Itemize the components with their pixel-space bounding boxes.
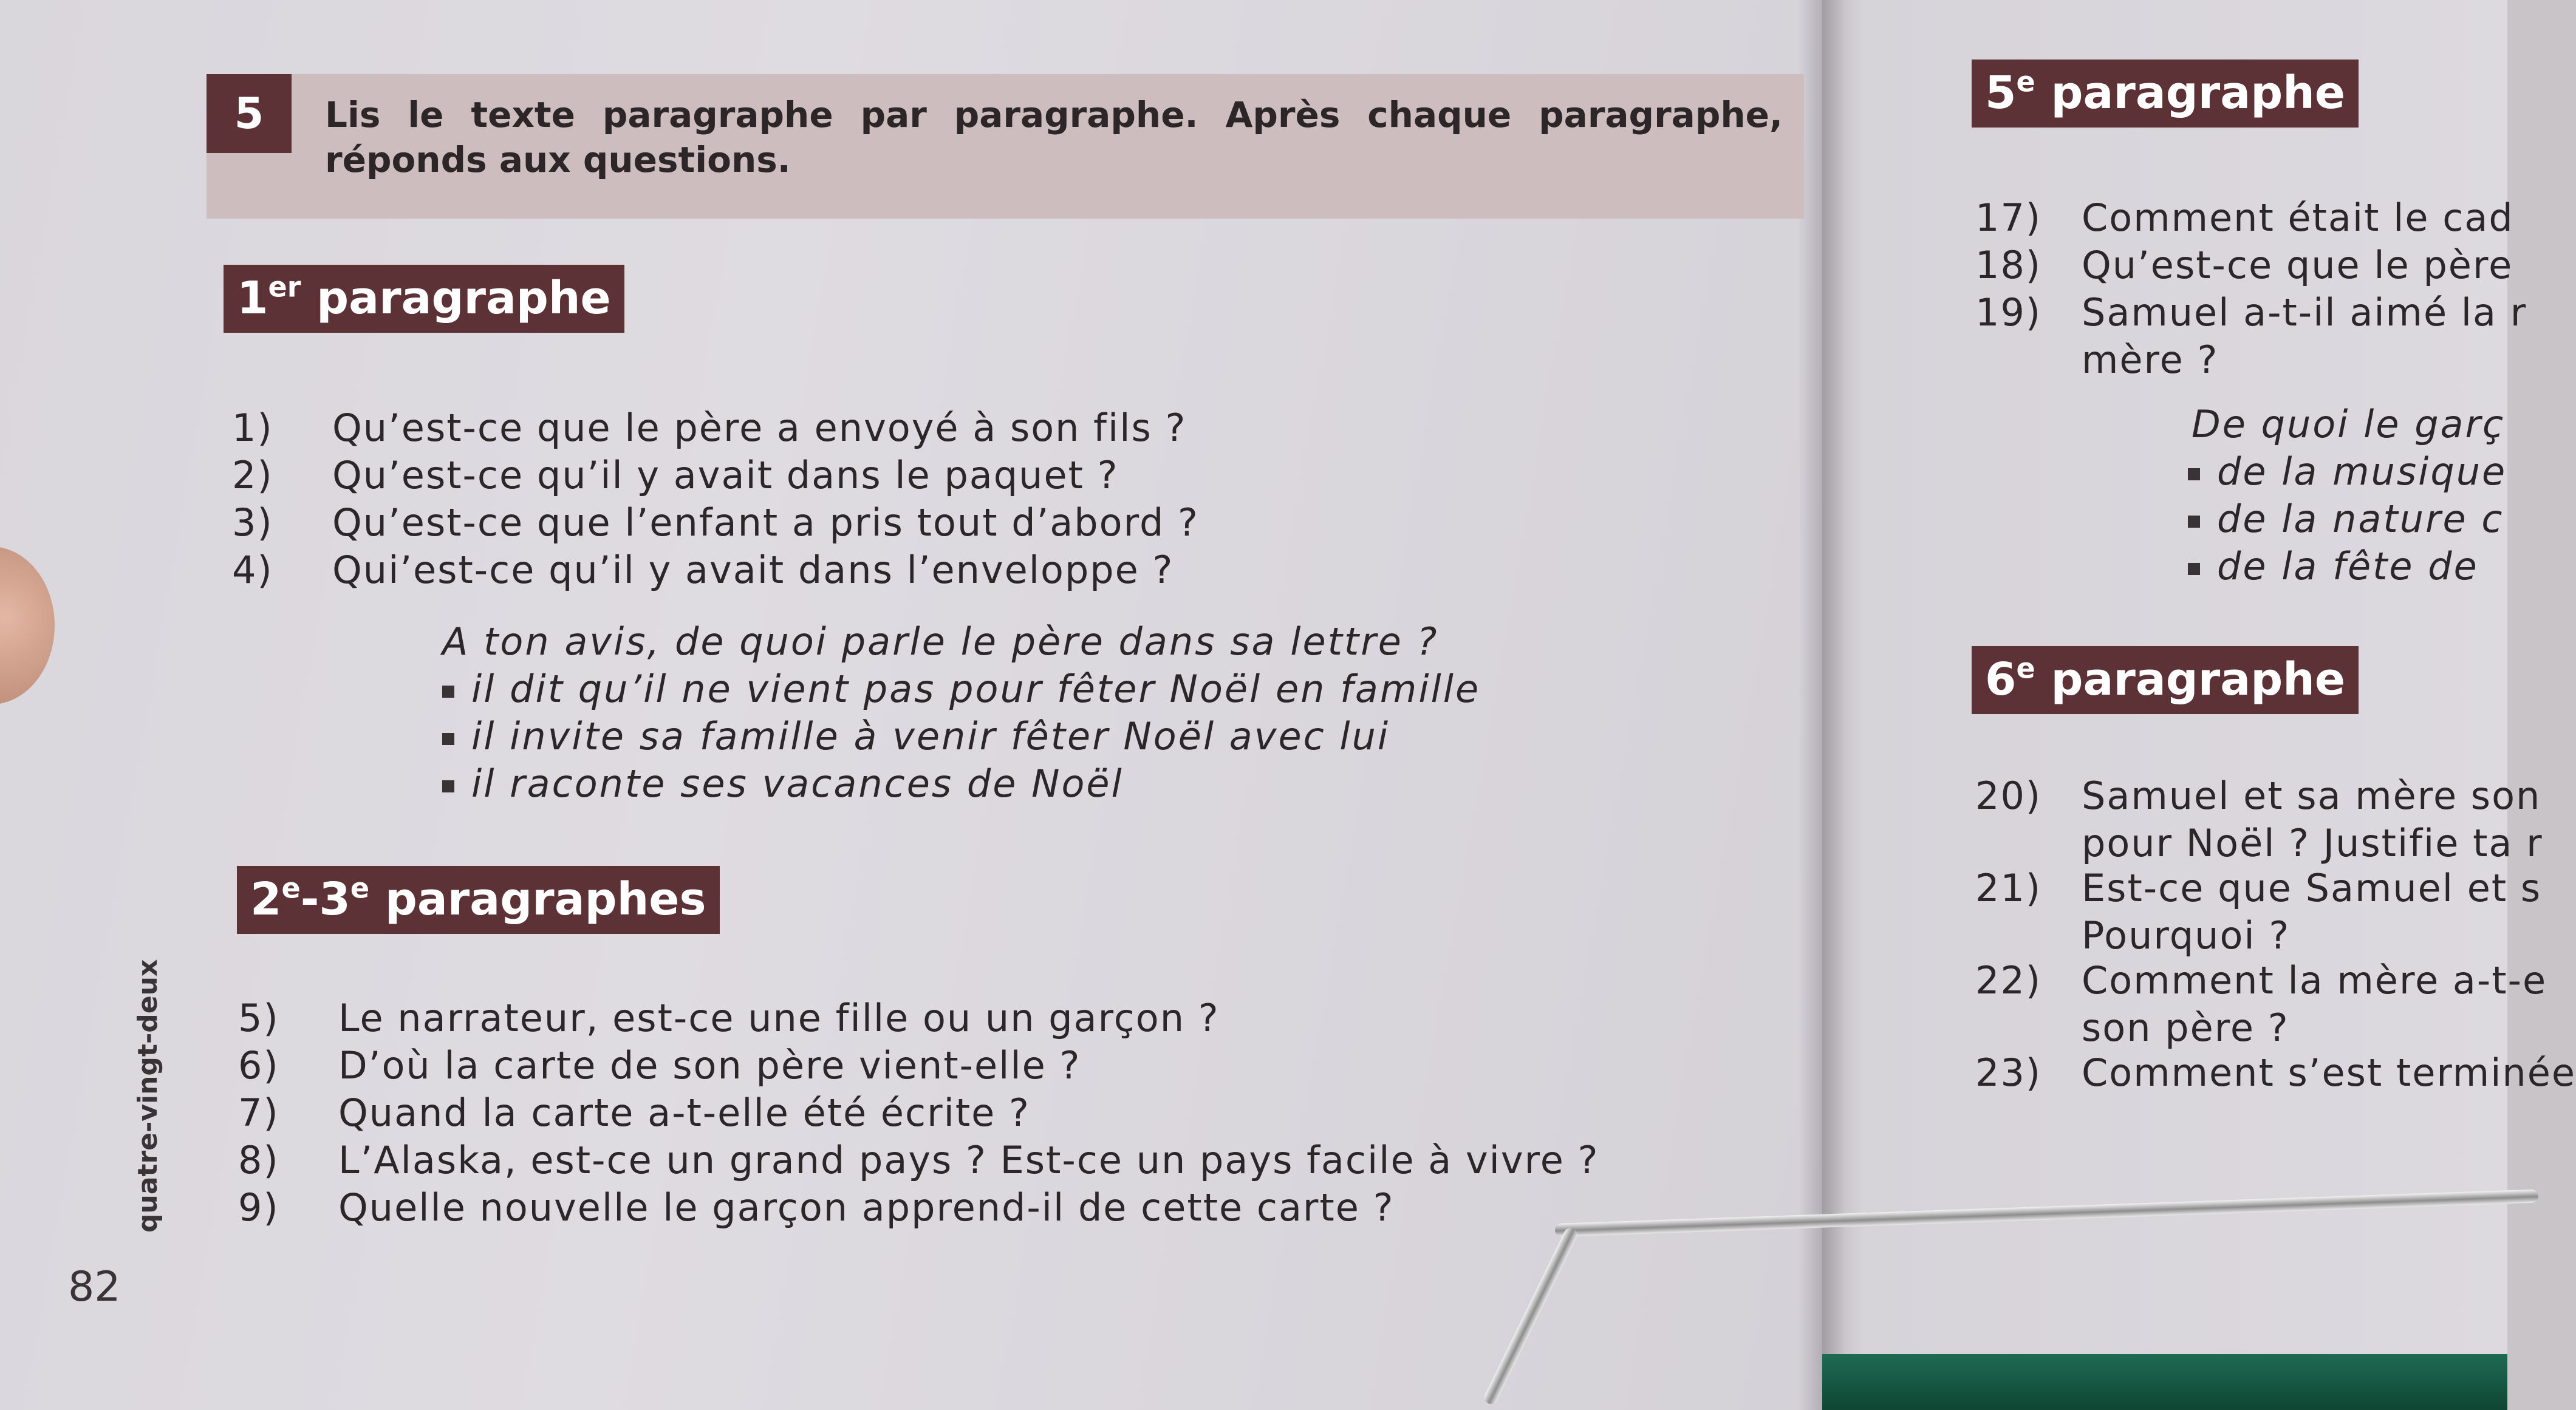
question-number: 6) <box>238 1043 279 1088</box>
question-number: 3) <box>232 500 273 545</box>
question-text: Qu’est-ce que le père <box>2082 243 2513 287</box>
question-text: Comment la mère a-t-e <box>2082 958 2547 1003</box>
section-badge-5: 5e paragraphe <box>1972 60 2359 128</box>
question-text-continued: Pourquoi ? <box>2082 913 2291 958</box>
question-text-continued: son père ? <box>2082 1006 2289 1050</box>
quiz-question: De quoi le garç <box>2192 402 2506 446</box>
question-text: Comment était le cad <box>2082 196 2514 240</box>
square-bullet-icon <box>442 733 454 745</box>
square-bullet-icon <box>2188 516 2200 528</box>
question-number: 18) <box>1975 243 2042 287</box>
question-text: Quelle nouvelle le garçon apprend-il de cette carte ? <box>338 1185 1395 1230</box>
question-text: Est-ce que Samuel et s <box>2082 866 2542 910</box>
question-number: 19) <box>1975 290 2042 335</box>
question-text: Samuel et sa mère son <box>2082 774 2541 818</box>
question-number: 9) <box>238 1185 279 1230</box>
book-cover-edge <box>1822 1354 2507 1410</box>
question-number: 17) <box>1975 196 2042 240</box>
question-number: 21) <box>1975 866 2042 910</box>
quiz-question: A ton avis, de quoi parle le père dans sa lettre ? <box>442 619 1439 664</box>
question-number: 4) <box>232 548 273 592</box>
question-text-continued: pour Noël ? Justifie ta r <box>2082 821 2543 865</box>
quiz-option: il dit qu’il ne vient pas pour fêter Noël en famille <box>442 666 1480 713</box>
question-text: Qui’est-ce qu’il y avait dans l’enveloppe ? <box>332 548 1174 592</box>
question-text-continued: mère ? <box>2082 338 2219 382</box>
square-bullet-icon <box>2188 468 2200 480</box>
task-number: 5 <box>207 74 292 153</box>
question-number: 2) <box>232 453 273 497</box>
quiz-option: de la nature c <box>2188 496 2504 543</box>
question-number: 8) <box>238 1138 279 1182</box>
question-number: 5) <box>238 996 279 1040</box>
square-bullet-icon <box>442 686 454 698</box>
question-number: 20) <box>1975 774 2042 818</box>
question-text: Samuel a-t-il aimé la r <box>2082 290 2527 335</box>
question-text: Qu’est-ce que l’enfant a pris tout d’abord ? <box>332 500 1199 545</box>
question-number: 7) <box>238 1091 279 1135</box>
task-instruction: Lis le texte paragraphe par paragraphe. Après chaque paragraphe, réponds aux questions. <box>325 94 1783 180</box>
section-badge-2-3: 2e-3e paragraphes <box>237 866 720 934</box>
section-badge-1: 1er paragraphe <box>224 265 624 333</box>
book-gutter <box>1798 0 1847 1410</box>
question-number: 1) <box>232 406 273 450</box>
square-bullet-icon <box>2188 563 2200 575</box>
question-text: Qu’est-ce qu’il y avait dans le paquet ? <box>332 453 1119 497</box>
question-text: D’où la carte de son père vient-elle ? <box>338 1043 1081 1088</box>
question-text: Comment s’est terminée <box>2082 1051 2576 1095</box>
quiz-option: de la fête de <box>2188 543 2479 590</box>
square-bullet-icon <box>442 780 454 792</box>
question-number: 23) <box>1975 1051 2042 1095</box>
section-badge-6: 6e paragraphe <box>1972 646 2359 714</box>
question-text: L’Alaska, est-ce un grand pays ? Est-ce un pays facile à vivre ? <box>338 1138 1599 1182</box>
quiz-option: de la musique <box>2188 448 2507 496</box>
question-text: Quand la carte a-t-elle été écrite ? <box>338 1091 1030 1135</box>
quiz-option: il invite sa famille à venir fêter Noël avec lui <box>442 713 1390 760</box>
page-side-label: quatre-vingt-deux <box>132 959 163 1233</box>
quiz-option: il raconte ses vacances de Noël <box>442 760 1124 808</box>
question-text: Qu’est-ce que le père a envoyé à son fils ? <box>332 406 1187 450</box>
page-number: 82 <box>68 1263 121 1311</box>
question-text: Le narrateur, est-ce une fille ou un garçon ? <box>338 996 1220 1040</box>
question-number: 22) <box>1975 958 2042 1003</box>
